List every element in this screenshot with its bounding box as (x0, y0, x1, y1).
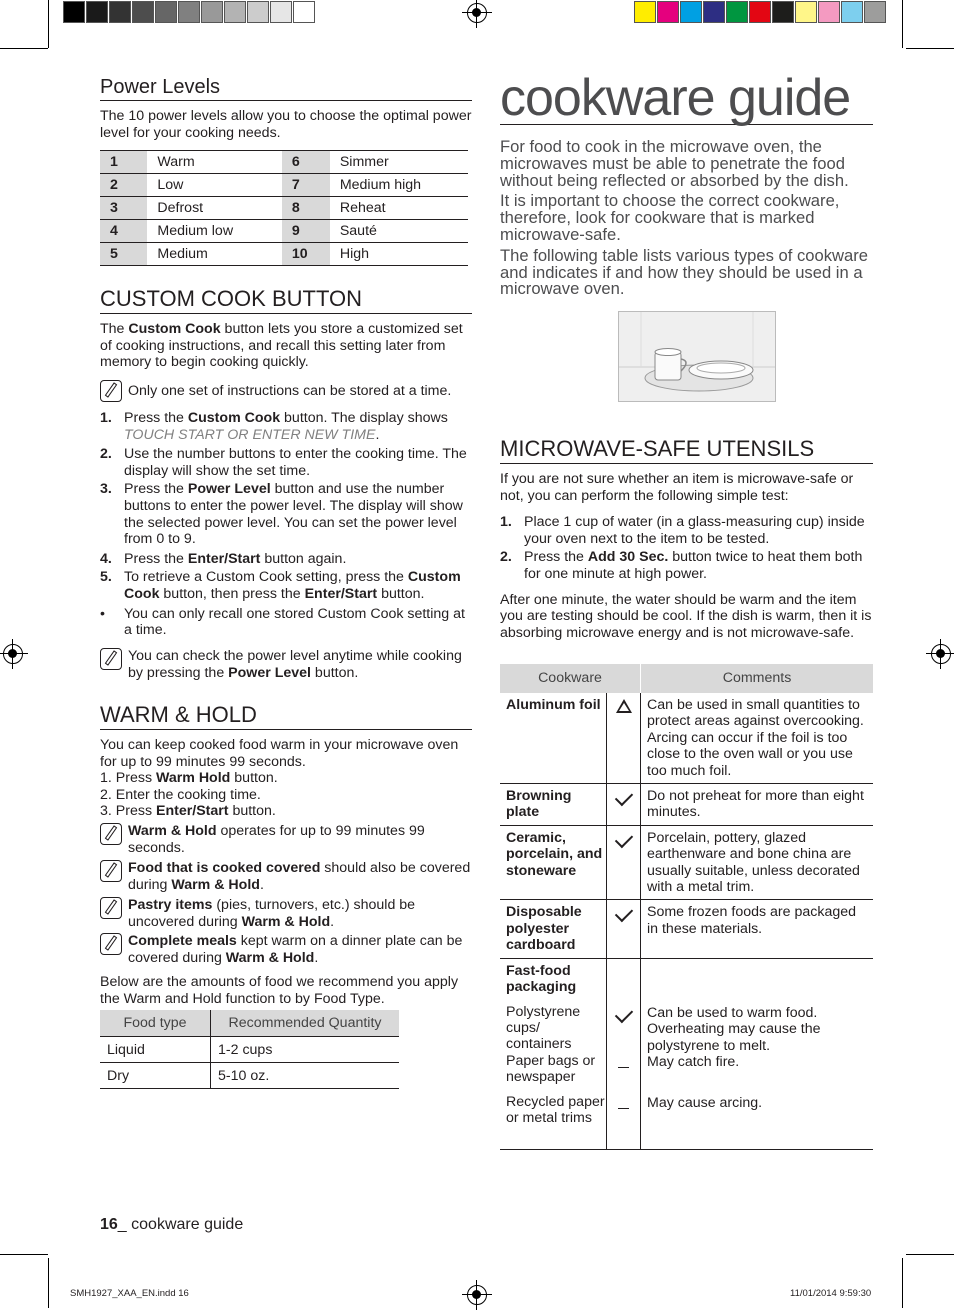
table-row: Disposable polyester cardboard Some frozen foods are packaged in these materials. (500, 900, 873, 958)
table-row: 5 Medium 10 High (100, 243, 468, 266)
table-row: Browning plate Do not preheat for more than eight minutes. (500, 784, 873, 826)
registration-mark-icon (467, 1285, 487, 1305)
color-swatch (795, 1, 817, 23)
list-item: Polystyrene cups/ containers (506, 1003, 581, 1053)
list-item: 4. Press the Enter/Start button again. (100, 550, 347, 567)
table-header: Comments (641, 664, 874, 693)
power-levels-title: Power Levels (100, 76, 472, 101)
list-item: 1. Press the Custom Cook button. The display shows TOUCH START OR ENTER NEW TIME. (100, 410, 448, 443)
color-swatch (63, 1, 85, 23)
color-swatch (293, 1, 315, 23)
table-header: Recommended Quantity (211, 1010, 400, 1037)
list-item: 2. Use the number buttons to enter the cooking time. The display will show the set time. (100, 446, 467, 479)
check-icon (614, 788, 632, 806)
page-title: cookware guide (500, 72, 873, 125)
check-icon (614, 1004, 632, 1022)
microwave-cookware-image (618, 311, 776, 402)
warm-hold-intro: You can keep cooked food warm in your microwave oven for up to 99 minutes 99 seconds. (100, 737, 459, 770)
note-icon (100, 648, 122, 670)
list-item: 5. To retrieve a Custom Cook setting, press the Custom Cook button, then press the Enter/Start button. (100, 569, 461, 602)
custom-cook-steps (100, 410, 472, 639)
check-icon (614, 830, 632, 848)
color-swatch (749, 1, 771, 23)
color-swatch (680, 1, 702, 23)
note-icon (100, 860, 122, 882)
color-swatch (247, 1, 269, 23)
table-row: 3 Defrost 8 Reheat (100, 197, 468, 220)
note-check-power: You can check the power level anytime while cooking by pressing the Power Level button. (100, 648, 472, 681)
color-swatch (818, 1, 840, 23)
note-icon (100, 933, 122, 955)
table-row: Liquid 1-2 cups (100, 1037, 399, 1063)
print-date: 11/01/2014 9:59:30 (790, 1288, 872, 1299)
note-covered-food: Food that is cooked covered should also be covered during Warm & Hold. (100, 860, 472, 893)
utensils-section (500, 436, 873, 641)
table-header: Cookware (500, 664, 641, 693)
file-slug: SMH1927_XAA_EN.indd 16 (70, 1288, 189, 1299)
warm-hold-section: WARM & HOLD You can keep cooked food warm in your microwave oven for up to 99 minutes 99 seconds. 1. Press Warm Hold button. 2. Enter the cooking time. 3. Press Enter/Start button. (100, 702, 472, 820)
registration-mark-icon (467, 3, 487, 23)
color-swatch (772, 1, 794, 23)
color-swatch (703, 1, 725, 23)
table-row: 1 Warm 6 Simmer (100, 151, 468, 174)
dash-icon (618, 1108, 629, 1109)
page-number: 16 (100, 1216, 118, 1233)
color-swatch (132, 1, 154, 23)
note-icon (100, 897, 122, 919)
custom-cook-section (100, 286, 472, 371)
list-item: 3. Press the Power Level button and use the number buttons to enter the power level. The display will show the selected power level. You can set the power level from 0 to 9. (100, 481, 463, 548)
note-icon (100, 380, 122, 402)
power-levels-section (100, 76, 472, 266)
custom-cook-title: CUSTOM COOK BUTTON (100, 286, 472, 314)
list-item: 1. Place 1 cup of water (in a glass-measuring cup) inside your oven next to the item to be tested. (500, 514, 865, 547)
color-swatch (841, 1, 863, 23)
check-icon (614, 904, 632, 922)
table-row: Fast-food packaging Polystyrene cups/ containers Paper bags or newspaper Recycled paper or metal trims Can be used to warm food. Overheating may cause the polystyrene to melt. May catch fire. May cause arcing. (500, 958, 873, 1149)
table-row: Aluminum foil Can be used in small quantities to protect areas against overcooking. Arcing can occur if the foil is too close to the oven wall or you use too much foil. (500, 693, 873, 784)
cookware-table (500, 664, 873, 1150)
warm-hold-title: WARM & HOLD (100, 702, 472, 730)
color-swatch (201, 1, 223, 23)
table-row: 2 Low 7 Medium high (100, 174, 468, 197)
note-pastry: Pastry items (pies, turnovers, etc.) should be uncovered during Warm & Hold. (100, 897, 472, 930)
registration-mark-icon (3, 644, 23, 664)
color-swatch (657, 1, 679, 23)
color-swatch (109, 1, 131, 23)
utensils-after: After one minute, the water should be warm and the item you are testing should be cool. If the dish is warm, then it is absorbing microwave energy and is not microwave-safe. (500, 591, 872, 641)
note-single-set: Only one set of instructions can be stored at a time. (100, 380, 472, 402)
color-swatch (726, 1, 748, 23)
warm-hold-table-intro: Below are the amounts of food we recommend you apply the Warm and Hold function to by Food Type. (100, 974, 459, 1007)
color-swatch (86, 1, 108, 23)
footer-label: _ cookware guide (117, 1216, 244, 1233)
utensils-intro: If you are not sure whether an item is microwave-safe or not, you can perform the following simple test: (500, 471, 854, 504)
food-quantity-table (100, 1010, 399, 1089)
color-swatch (224, 1, 246, 23)
power-levels-table (100, 150, 468, 266)
list-item: Paper bags or newspaper (506, 1052, 596, 1085)
table-row: Dry 5-10 oz. (100, 1063, 399, 1089)
registration-mark-icon (931, 644, 951, 664)
utensils-test-steps (500, 514, 873, 582)
dash-icon (618, 1067, 629, 1068)
page-footer (100, 1216, 243, 1234)
custom-cook-intro: The Custom Cook button lets you store a customized set of cooking instructions, and recall this setting later from memory to begin cooking quickly. (100, 321, 463, 371)
cookware-guide-intro: cookware guide For food to cook in the microwave oven, the microwaves must be able to penetrate the food without being reflected or absorbed by the dish. It is important to choose the correct cookware, therefore, look for cookware that is marked microwave-safe. The following table lists various types of cookware and indicates if and how they should be used in a microwave oven. (500, 72, 873, 298)
list-item: Recycled paper or metal trims (506, 1093, 605, 1126)
table-row: 4 Medium low 9 Sauté (100, 220, 468, 243)
color-swatch (270, 1, 292, 23)
color-bar (634, 1, 887, 23)
table-row: Ceramic, porcelain, and stoneware Porcelain, pottery, glazed earthenware and bone china are usually suitable, unless decorated with a metal trim. (500, 825, 873, 900)
list-item: 2. Press the Add 30 Sec. button twice to heat them both for one minute at high power. (500, 549, 863, 582)
warning-triangle-icon (616, 699, 632, 713)
display-message: TOUCH START OR ENTER NEW TIME (124, 426, 376, 443)
gray-color-bar (63, 1, 316, 23)
color-swatch (634, 1, 656, 23)
color-swatch (864, 1, 886, 23)
list-item: • You can only recall one stored Custom Cook setting at a time. (100, 605, 465, 639)
table-header: Food type (100, 1010, 211, 1037)
power-levels-intro: The 10 power levels allow you to choose the optimal power level for your cooking needs. (100, 108, 472, 141)
note-complete-meals: Complete meals kept warm on a dinner plate can be covered during Warm & Hold. (100, 933, 472, 966)
note-icon (100, 823, 122, 845)
utensils-title: MICROWAVE-SAFE UTENSILS (500, 436, 873, 464)
color-swatch (178, 1, 200, 23)
note-warm-hold-duration: Warm & Hold operates for up to 99 minutes 99 seconds. (100, 823, 472, 856)
color-swatch (155, 1, 177, 23)
